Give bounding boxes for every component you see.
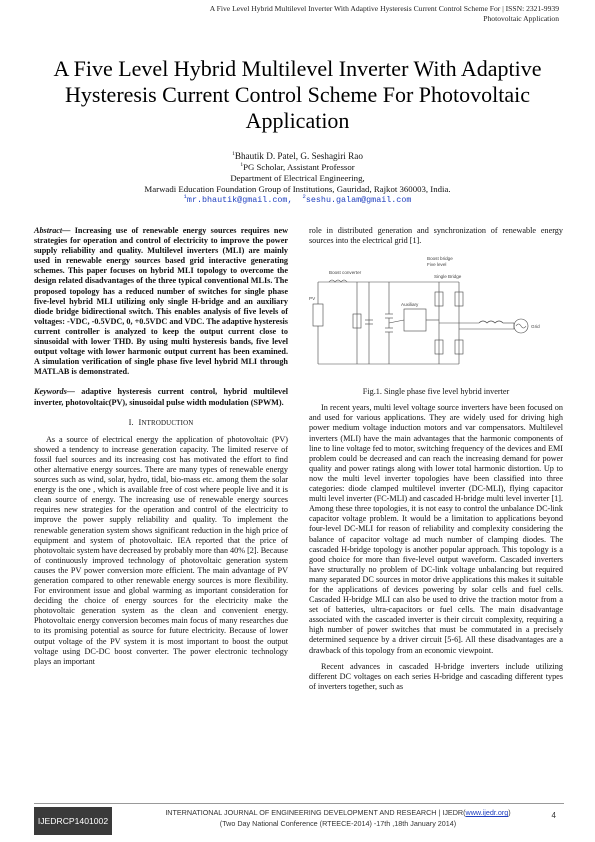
footer-divider bbox=[34, 803, 564, 804]
keywords-text: adaptive hysteresis current control, hybrid multilevel inverter, photovoltaic(PV), sinusoidal pulse width modulation (SPWM). bbox=[34, 387, 288, 407]
author-roles: $^1$PG Scholar, Assistant Professor bbox=[240, 162, 355, 172]
section-heading-introduction bbox=[34, 418, 288, 429]
label-boost-bridge: Boost bridge bbox=[427, 256, 453, 262]
journal-name: INTERNATIONAL JOURNAL OF ENGINEERING DEVELOPMENT AND RESEARCH | IJEDR( bbox=[165, 808, 466, 817]
author-block bbox=[60, 151, 535, 206]
label-five-level: Five level bbox=[427, 262, 447, 268]
pv-source-symbol bbox=[313, 304, 323, 326]
page-number: 4 bbox=[551, 811, 556, 820]
intro-paragraph-1: As a source of electrical energy the application of photovoltaic (PV) showed a tendency to increase generation capacity. The limited reserve of fossil fuel sources and its increasing cost has motivated the effort to find other alternative energy sources. There are many types of renewable energy sources such as wind, solar, hydro, tidal, bio-mass etc. among them the solar energy is the one , which is available free of cost where people live and it is clean source of energy. The increasing use of renewable energy sources requires new strategies for the operation and control of the electricity to improve the power supply reliability and quality. To implement the renewable generation system shows significant reduction in the high price of equipment and system of photovoltaic. IEA reported that the price of photovoltaic system have decreased by probably more than 40% [2]. Because of continuously improved technology of photovoltaic generation system causes the PV power conversion more efficient. The main advantage of PV generation compared to other renewable energy sources is more flexibility. For environment issue and global warming as important consideration for deciding the choice of energy sources for the electricity make the photovoltaic generation system as the clean and convenient energy. Photovoltaic energy conversion becomes main focus of many researches due to its promising potential as source for future electricity. Because of lower output voltage of the PV system it is most important to boost the output voltage using DC-DC boost converter. The power electronic technology plays an important bbox=[34, 434, 288, 666]
journal-name-close: ) bbox=[508, 808, 511, 817]
intro-paragraph-3: Recent advances in cascaded H-bridge inverters include utilizing different DC voltages on each series H-bridge and cascading different types of inverters together, such as bbox=[309, 661, 563, 691]
right-column bbox=[309, 226, 563, 692]
journal-website-link[interactable]: www.ijedr.org bbox=[465, 808, 509, 817]
abstract-lead: Abstract— bbox=[34, 226, 71, 235]
author-names-text: Bhautik D. Patel, G. Seshagiri Rao bbox=[234, 151, 363, 161]
author-institution: Marwadi Education Foundation Group of Institutions, Gauridad, Rajkot 360003, India. bbox=[144, 184, 451, 194]
label-boost-converter: Boost converter bbox=[329, 270, 362, 276]
author-department: Department of Electrical Engineering, bbox=[230, 173, 365, 183]
section-title-cap: I bbox=[138, 417, 142, 427]
paper-code: IJEDRCP1401002 bbox=[34, 807, 112, 835]
conference-line: (Two Day National Conference (RTEECE-2014) -17th ,18th January 2014) bbox=[219, 819, 457, 828]
abstract bbox=[34, 226, 288, 377]
keywords-lead: Keywords— bbox=[34, 387, 75, 397]
running-head-line2: Photovoltaic Application bbox=[483, 13, 559, 23]
paper-title: A Five Level Hybrid Multilevel Inverter With Adaptive Hysteresis Current Control Scheme For Photovoltaic Application bbox=[53, 56, 542, 133]
label-auxiliary: Auxiliary bbox=[401, 302, 419, 308]
footer-journal-line bbox=[118, 807, 558, 818]
footer-journal-info bbox=[118, 807, 558, 829]
filter-inductor-symbol bbox=[479, 321, 503, 323]
label-single-bridge: Single Bridge bbox=[434, 274, 462, 280]
author-emails: $^1$mr.bhautik@gmail.com, $^2$seshu.galam@gmail.com bbox=[183, 193, 412, 205]
author-roles-text: PG Scholar, Assistant Professor bbox=[243, 162, 355, 172]
figure-1-caption: Fig.1. Single phase five level hybrid inverter bbox=[362, 387, 510, 397]
figure-1-circuit bbox=[309, 254, 563, 384]
label-grid: Grid bbox=[531, 324, 540, 330]
email-link-1[interactable]: mr.bhautik@gmail.com bbox=[186, 195, 288, 205]
page-footer bbox=[34, 797, 564, 837]
running-head bbox=[89, 4, 559, 23]
circuit-diagram bbox=[309, 254, 563, 384]
intro-paragraph-1-continued: role in distributed generation and synchronization of renewable energy sources into the electrical grid [1]. bbox=[309, 226, 563, 246]
running-head-line1: A Five Level Hybrid Multilevel Inverter With Adaptive Hysteresis Current Control Scheme For | ISSN: 2321-9939 bbox=[209, 4, 559, 13]
section-title-rest: NTRODUCTION bbox=[141, 419, 194, 427]
keywords bbox=[34, 387, 288, 407]
auxiliary-bridge-symbol bbox=[404, 309, 426, 331]
author-names: $^1$Bhautik D. Patel, G. Seshagiri Rao bbox=[232, 150, 363, 161]
label-pv: PV bbox=[309, 296, 316, 302]
intro-paragraph-2: In recent years, multi level voltage source inverters have been focused on and used for various applications. They are widely used for driving high power medium voltage induction motors and var compensators. Multilevel inverters (MLI) have the main advantages that the harmonic components of line to line voltage fed to motor, switching frequency of the devices and EMI problem could be decreased and can reach the increasing demand for power quality and power ratings along with lower total harmonic distortion. Up to now the multi level inverter topologies have been classified into three categories: diode clamped multilevel inverter (DC-MLI), flying capacitor multi level inverter (FC-MLI) and cascaded H-bridge multi level inverter [1]. Among these three topologies, it is not easy to control the unbalance DC-link capacitor voltage problem. It would be a limitation to applications beyond four-level DC-MLI for reason of reliability and complexity considering the balance of capacitor voltage ad much number of clamping diodes. The cascaded H-bridge topology is another popular approach. This topology is a good choice for more than five-level output waveform. Cascaded inverters have structurally no problem of DC-link voltage unbalancing but required many separated DC sources in motor drive applications this makes it suitable for the applications of devices powering by solar cells and fuel cells. Cascaded H-bridge MLI can also be used to drive the traction motor from a set of batteries, ultra-capacitors or fuel cells. The main disadvantage associated with the cascaded inverter is their circuit complexity, requiring a high number of power switches that must be commutated in a precisely determined sequence by a driver circuit [5-6]. All these disadvantages are a drawback of this topology from an economic viewpoint. bbox=[309, 403, 563, 655]
section-number: I. bbox=[128, 417, 134, 427]
email-link-2[interactable]: seshu.galam@gmail.com bbox=[305, 195, 412, 205]
abstract-text: Increasing use of renewable energy sources requires new strategies for operation and control of electricity to improve the power supply reliability and quality. Multilevel inverters (MLI) are mainly used in renewable energy sources based grid interactive generating schemes. This paper focuses on hybrid MLI topology to overcome the design related disadvantages of the three typical conventional MLIs. The proposed topology has a reduced number of switches for single phase five-level hybrid MLI utilizing only single H-bridge and an auxiliary diode bridge bidirectional switch. This enables analysis of five levels of voltages: -VDC, -0.5VDC, 0, +0.5VDC and VDC. The adaptive hysteresis current controller is analyzed to keep the output current close to sinusoidal with lower THD. By using multi hysteresis bands, five level output voltage with lower harmonic output current has been examined. A simulation verification of single phase five level hybrid MLI through MATLAB is demonstrated. bbox=[34, 226, 288, 377]
left-column bbox=[34, 226, 288, 667]
